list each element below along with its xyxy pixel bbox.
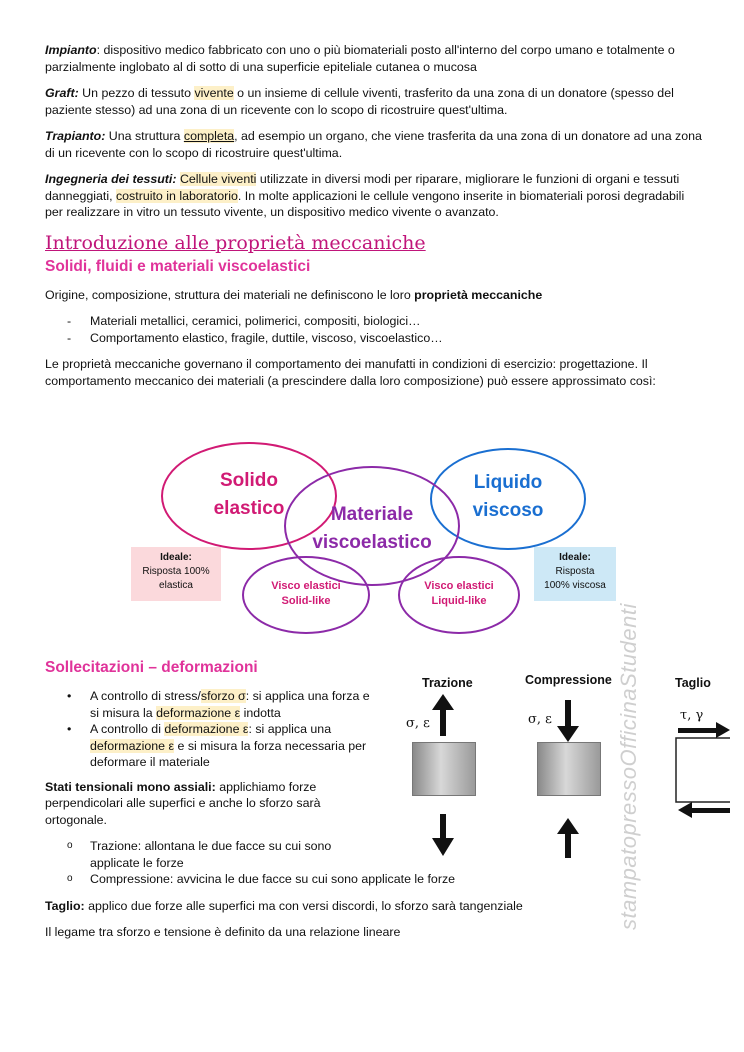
list-item: - Materiali metallici, ceramici, polimerici, compositi, biologici… xyxy=(45,313,705,330)
def-ingegneria xyxy=(45,171,705,221)
list-item: o Trazione: allontana le due facce su cui sono applicate le forze xyxy=(45,838,380,871)
symbol-sigma-epsilon: σ, ε xyxy=(406,716,430,731)
loading-modes-figure xyxy=(400,672,730,872)
def-text: utilizzate in diversi modi per riparare, migliorare le funzioni di organi e tessuti danneggiati, xyxy=(45,172,680,203)
list-item: o Compressione: avvicina le due facce su cui sono applicate le forze xyxy=(45,871,705,888)
origine-bold: proprietà meccaniche xyxy=(414,287,543,302)
label-materiale: Materiale xyxy=(330,504,414,525)
taglio-text: applico due forze alle superfici ma con versi discordi, lo sforzo sarà tangenziale xyxy=(84,898,523,913)
box-title: Ideale: xyxy=(160,552,192,563)
compression-block xyxy=(537,742,601,796)
highlight: deformazione ε xyxy=(90,738,175,753)
list-item xyxy=(45,721,375,771)
list-item: - Comportamento elastico, fragile, duttile, viscoso, viscoelastico… xyxy=(45,330,705,347)
item-text: A controllo di xyxy=(90,722,165,736)
watermark: stampatopressoOfficinaStudenti xyxy=(616,603,641,930)
box-line: Risposta xyxy=(555,566,595,577)
label-solid-like: Solid-like xyxy=(281,595,331,607)
def-impianto xyxy=(45,42,705,75)
taglio-bold: Taglio: xyxy=(45,898,85,913)
item-text: : si applica una xyxy=(248,722,332,736)
highlight: deformazione ε xyxy=(156,705,241,720)
subtitle-sollecitazioni: Sollecitazioni – deformazioni xyxy=(45,659,258,676)
arrow-down-icon xyxy=(432,814,454,856)
term-impianto: Impianto xyxy=(45,43,97,57)
origine-text: Origine, composizione, struttura dei materiali ne definiscono le loro xyxy=(45,287,415,302)
label-viscoelastico: viscoelastico xyxy=(312,532,432,553)
def-text: : dispositivo medico fabbricato con uno o più biomateriali posto all'interno del corpo umano e totalmente o parzialmente inglobato al di sotto di una superficie epiteliale cutanea o mucosa xyxy=(45,43,675,74)
item-text: indotta xyxy=(240,705,281,720)
ellipse-liquid-like xyxy=(398,556,520,634)
legame-paragraph: Il legame tra sforzo e tensione è definito da una relazione lineare xyxy=(45,925,401,939)
label-viscoso: viscoso xyxy=(472,500,544,521)
def-text: . In molte applicazioni le cellule vengono inserite in biomateriali porosi degradabili per realizzare in vitro un tessuto vivente, un dispositivo medico vivente o avanzato. xyxy=(45,188,685,219)
def-trapianto xyxy=(45,128,705,161)
highlight: costruito in laboratorio xyxy=(115,188,238,203)
item-text: A controllo di stress/ xyxy=(90,689,201,703)
term-ingegneria: Ingegneria dei tessuti: xyxy=(45,172,177,186)
label-liquid-like: Liquid-like xyxy=(431,595,487,607)
viscoelastic-diagram xyxy=(128,440,544,640)
box-title: Ideale: xyxy=(559,552,591,563)
label-elastico: elastico xyxy=(213,498,285,519)
stati-bold: Stati tensionali mono assiali: xyxy=(45,779,216,794)
def-text: Una struttura xyxy=(105,129,184,143)
symbol-sigma-epsilon: σ, ε xyxy=(528,712,552,727)
document-page xyxy=(45,42,705,399)
label-liquido: Liquido xyxy=(473,472,543,493)
box-ideale-elastica xyxy=(131,547,221,601)
arrow-down-icon xyxy=(557,700,579,742)
stati-text: applichiamo forze perpendicolari alle superfici e anche lo sforzo sarà ortogonale. xyxy=(45,779,321,827)
highlight: vivente xyxy=(194,86,234,100)
label-solido: Solido xyxy=(219,470,279,491)
box-line: elastica xyxy=(159,580,193,591)
subtitle-solidi: Solidi, fluidi e materiali viscoelastici xyxy=(45,257,311,275)
def-text: o un insieme di cellule viventi, trasferito da una zona di un donatore (spesso del paziente stesso) ad una zona di un ricevente con lo scopo di ricostruire quest'ultima. xyxy=(45,86,674,117)
highlight: completa xyxy=(183,129,235,143)
term-trapianto: Trapianto: xyxy=(45,129,106,143)
arrow-up-icon xyxy=(557,818,579,858)
highlight: Cellule viventi xyxy=(179,172,257,186)
list-item xyxy=(45,688,375,721)
box-line: 100% viscosa xyxy=(544,580,606,591)
def-text: , ad esempio un organo, che viene trasferita da una zona di un donatore ad una zona di un ricevente con lo scopo di ricostruire quest'ultima. xyxy=(45,129,702,160)
shear-block xyxy=(676,738,730,802)
term-graft: Graft: xyxy=(45,86,79,100)
shear-arrow-right-icon xyxy=(678,722,730,738)
materials-list xyxy=(45,313,705,346)
shear-arrow-left-icon xyxy=(678,802,730,818)
def-graft xyxy=(45,85,705,118)
box-ideale-viscosa xyxy=(534,547,616,601)
item-text: : si applica una forza e si misura la xyxy=(90,689,370,720)
tension-block xyxy=(412,742,476,796)
highlight: sforzo σ xyxy=(200,689,246,703)
arrow-up-icon xyxy=(432,694,454,736)
taglio-paragraph xyxy=(45,898,705,915)
origine-paragraph xyxy=(45,287,705,304)
section-title: Introduzione alle proprietà meccaniche xyxy=(45,231,426,254)
label-compressione: Compressione xyxy=(525,673,612,687)
label-trazione: Trazione xyxy=(422,676,473,690)
box-line: Risposta 100% xyxy=(142,566,210,577)
label-taglio: Taglio xyxy=(675,676,711,690)
label-visco-elastici: Visco elastici xyxy=(271,580,341,592)
label-visco-elastici: Visco elastici xyxy=(424,580,494,592)
ellipse-solid-like xyxy=(242,556,370,634)
symbol-tau-gamma: τ, γ xyxy=(680,708,704,723)
item-text: e si misura la forza necessaria per deformare il materiale xyxy=(90,738,367,769)
highlight: deformazione ε xyxy=(164,722,249,736)
control-list xyxy=(45,688,375,771)
governano-paragraph: Le proprietà meccaniche governano il comportamento dei manufatti in condizioni di esercizio: progettazione. Il comportamento meccanico dei materiali (a prescindere dalla loro composizione) può essere approssimato così: xyxy=(45,357,656,388)
stati-paragraph xyxy=(45,779,365,829)
def-text: Un pezzo di tessuto xyxy=(78,86,195,100)
